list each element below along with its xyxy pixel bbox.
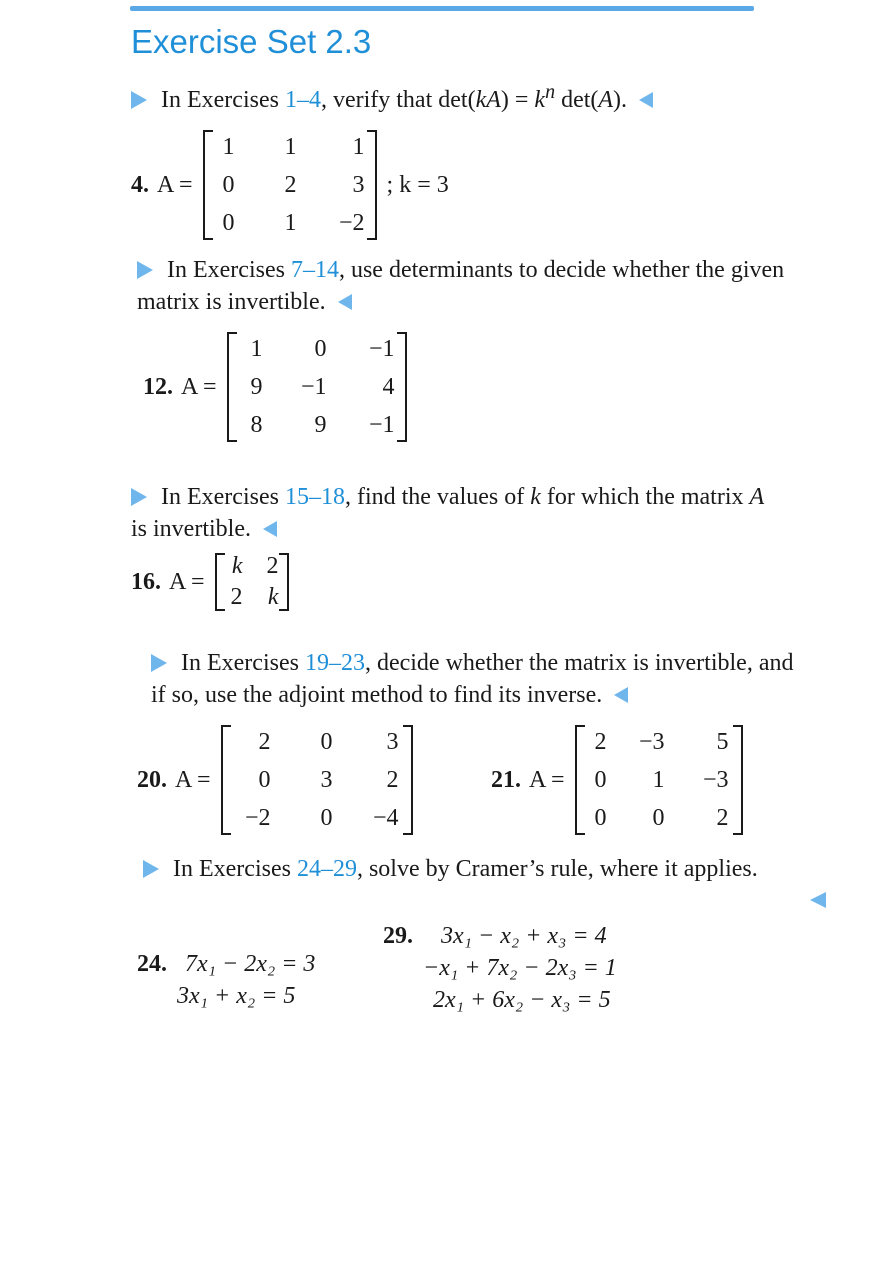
exercise-range-link[interactable]: 7–14 bbox=[290, 257, 339, 283]
exercise-range-link[interactable]: 1–4 bbox=[284, 87, 321, 113]
instruction-1-4: In Exercises 1–4, verify that $\det(kA) = k^n$ det(A). bbox=[131, 76, 653, 116]
matrix: 1 0 −1 9 −1 4 8 9 −1 bbox=[227, 330, 407, 444]
instruction-15-18: In Exercises 15–18, find the values of k for which the matrix A is invertible. bbox=[131, 484, 765, 542]
instruction-24-29: In Exercises 24–29, solve by Cramer’s rule, where it applies. bbox=[143, 853, 758, 885]
matrix: 1 1 1 0 2 3 0 1 −2 bbox=[203, 128, 377, 242]
problem-4: 4. A = 1 1 1 0 2 3 0 1 −2 ; k = 3 bbox=[131, 128, 449, 242]
play-marker-icon bbox=[143, 860, 159, 878]
back-marker-icon bbox=[810, 892, 826, 908]
play-marker-icon bbox=[137, 261, 153, 279]
exercise-range-link[interactable]: 24–29 bbox=[296, 856, 357, 882]
problem-16: 16. A = k 2 2 k bbox=[131, 551, 289, 613]
problem-12: 12. A = 1 0 −1 9 −1 4 8 9 −1 bbox=[143, 330, 407, 444]
play-marker-icon bbox=[131, 488, 147, 506]
matrix: 2 −3 5 0 1 −3 0 0 2 bbox=[575, 723, 743, 837]
problem-20: 20. A = 2 0 3 0 3 2 −2 0 −4 bbox=[137, 723, 413, 837]
exercise-range-link[interactable]: 19–23 bbox=[304, 650, 365, 676]
problem-24: 24. 7x₁ − 2x₂ = 3 3x₁ + x₂ = 5 bbox=[137, 951, 316, 1009]
matrix: 2 0 3 0 3 2 −2 0 −4 bbox=[221, 723, 413, 837]
instruction-7-14: In Exercises 7–14, use determinants to decide whether the given matrix is invertible. bbox=[137, 257, 785, 315]
back-marker-icon bbox=[263, 521, 277, 537]
matrix: k 2 2 k bbox=[215, 551, 289, 613]
instruction-19-23: In Exercises 19–23, decide whether the matrix is invertible, and if so, use the adjoint method to find its inverse. bbox=[151, 650, 794, 708]
back-marker-icon bbox=[639, 92, 653, 108]
play-marker-icon bbox=[151, 654, 167, 672]
problem-29: 29. 3x₁ − x₂ + x₃ = 4 −x₁ + 7x₂ − 2x₃ = 1 2x₁ + 6x₂ − x₃ = 5 bbox=[383, 923, 617, 1013]
problem-21: 21. A = 2 −3 5 0 1 −3 0 0 2 bbox=[491, 723, 743, 837]
page-title: Exercise Set 2.3 bbox=[131, 23, 372, 60]
back-marker-icon bbox=[338, 294, 352, 310]
back-marker-icon bbox=[614, 687, 628, 703]
play-marker-icon bbox=[131, 91, 147, 109]
top-rule bbox=[130, 6, 754, 11]
exercise-range-link[interactable]: 15–18 bbox=[284, 484, 345, 510]
